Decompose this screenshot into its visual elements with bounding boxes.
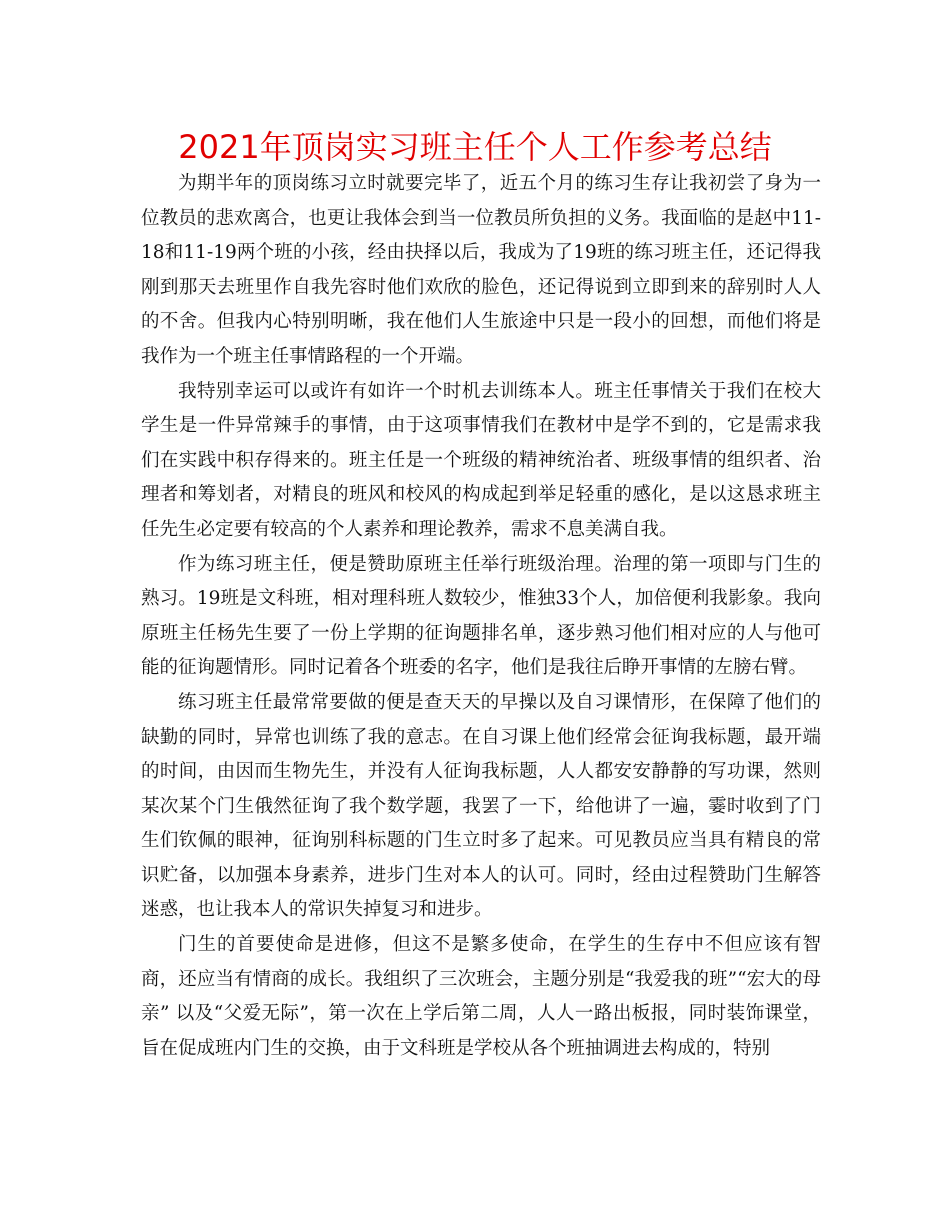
document-title: 2021年顶岗实习班主任个人工作参考总结: [178, 128, 772, 166]
paragraph-4: 练习班主任最常常要做的便是查天天的早操以及自习课情形，在保障了他们的缺勤的同时，异常也训练了我的意志。在自习课上他们经常会征询我标题，最开端的时间，由因而生物先生，并没有人征询我标题，人人都安安静静的写功课，然则某次某个门生俄然征询了我个数学题，我罢了一下，给他讲了一遍，霎时收到了门生们钦佩的眼神，征询别科标题的门生立时多了起来。可见教员应当具有精良的常识贮备，以加强本身素养，进步门生对本人的认可。同时，经由过程赞助门生解答迷惑，也让我本人的常识失掉复习和进步。: [141, 691, 821, 921]
paragraph-2: 我特别幸运可以或许有如许一个时机去训练本人。班主任事情关于我们在校大学生是一件异常辣手的事情，由于这项事情我们在教材中是学不到的，它是需求我们在实践中积存得来的。班主任是一个班级的精神统治者、班级事情的组织者、治理者和筹划者，对精良的班风和校风的构成起到举足轻重的感化，是以这恳求班主任先生必定要有较高的个人素养和理论教养，需求不息美满自我。: [141, 380, 821, 540]
paragraph-5: 门生的首要使命是进修，但这不是繁多使命，在学生的生存中不但应该有智商，还应当有情商的成长。我组织了三次班会，主题分别是“我爱我的班”“宏大的母亲” 以及“父爱无际”，第一次在上学后第二周，人人一路出板报，同时装饰课堂，旨在促成班内门生的交换，由于文科班是学校从各个班抽调进去构成的，特别: [141, 934, 821, 1059]
paragraph-3: 作为练习班主任，便是赞助原班主任举行班级治理。治理的第一项即与门生的熟习。19班是文科班，相对理科班人数较少，惟独33个人，加倍便利我影象。我向原班主任杨先生要了一份上学期的征询题排名单，逐步熟习他们相对应的人与他可能的征询题情形。同时记着各个班委的名字，他们是我往后睁开事情的左膀右臂。: [141, 553, 821, 679]
paragraph-1: 为期半年的顶岗练习立时就要完毕了，近五个月的练习生存让我初尝了身为一位教员的悲欢离合，也更让我体会到当一位教员所负担的义务。我面临的是赵中11-18和11-19两个班的小孩，经由抉择以后，我成为了19班的练习班主任，还记得我刚到那天去班里作自我先容时他们欢欣的脸色，还记得说到立即到来的辞别时人人的不舍。但我内心特别明晰，我在他们人生旅途中只是一段小的回想，而他们将是我作为一个班主任事情路程的一个开端。: [141, 173, 821, 367]
document-body: [141, 167, 821, 1066]
